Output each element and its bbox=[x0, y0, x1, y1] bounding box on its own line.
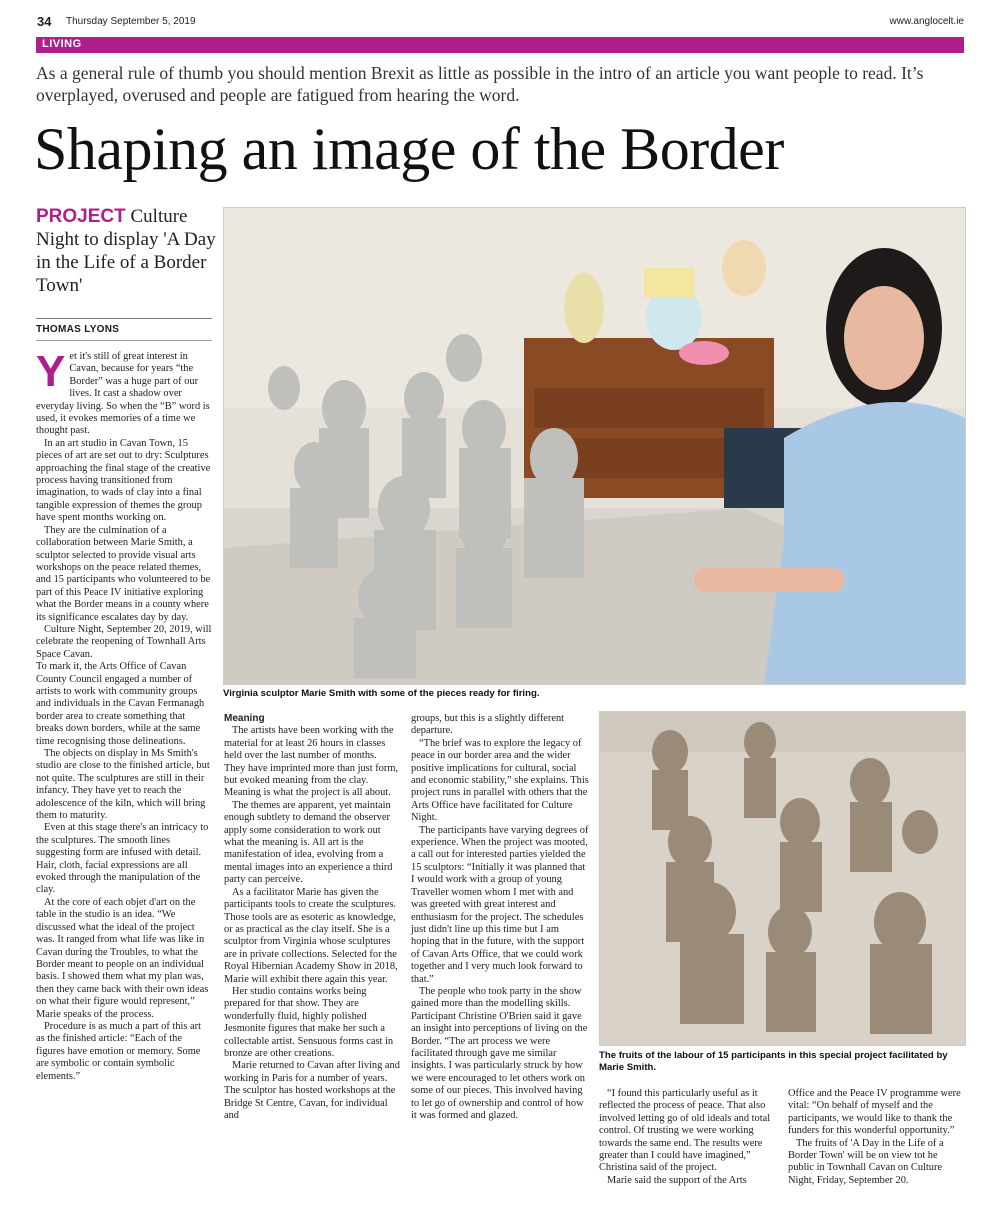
strap-kicker: PROJECT bbox=[36, 206, 126, 227]
article-column-2 bbox=[224, 713, 400, 1122]
article-headline: Shaping an image of the Border bbox=[34, 116, 784, 182]
divider bbox=[36, 340, 212, 341]
article-column-1 bbox=[36, 347, 212, 1083]
page-number: 34 bbox=[37, 14, 52, 29]
second-photo bbox=[599, 711, 966, 1046]
article-column-5 bbox=[788, 1088, 964, 1187]
body-paragraph: “I found this particularly useful as it reflected the process of peace. That also involved letting go of old ideals and total control. Of trusting we were working towards the same end. The results were greater than I could have imagined,” Christina said of the project. bbox=[599, 1088, 771, 1174]
body-paragraph: The objects on display in Ms Smith's studio are close to the finished article, but not quite. The sculptures are still in their infancy. They have yet to reach the adolescence of the kiln, which will bring them to maturity. bbox=[36, 748, 210, 822]
drop-cap: Y bbox=[36, 347, 66, 396]
body-paragraph: The participants have varying degrees of experience. When the project was mooted, a call out for interested parties yielded the 15 sculptors: “Initially it was planned that I would work with a group of young Traveller women whom I met with and was greeted with great interest and enthusiasm for the project. The schedules just didn't line up this time but I am hoping that in the future, with the support of Cavan Arts Office, that we could work together and I very much look forward to that.” bbox=[411, 824, 589, 985]
body-paragraph: Her studio contains works being prepared for that show. They are wonderfully fluid, highly polished Jesmonite figures that make her such a collectable artist. Sensuous forms cast in bronze are other creations. bbox=[224, 985, 394, 1059]
article-column-4 bbox=[599, 1088, 775, 1187]
section-label: LIVING bbox=[42, 38, 82, 50]
body-paragraph: Culture Night, September 20, 2019, will celebrate the reopening of Townhall Arts Space Cavan. bbox=[36, 623, 212, 660]
body-paragraph: The artists have been working with the material for at least 26 hours in classes held over the last number of months. They have imprinted more than just form, but evoked meaning from the clay. Meaning is what the project is all about. bbox=[224, 725, 398, 799]
body-paragraph: At the core of each objet d'art on the table in the studio is an idea. “We discussed what the ideal of the project was. It ranged from what life was like in Cavan during the Troubles, to what the Border meant to people on an individual basis. I showed them what my plan was, then they came back with their own ideas on what their figure would represent,” Marie speaks of the process. bbox=[36, 896, 209, 1020]
body-paragraph: In an art studio in Cavan Town, 15 pieces of art are set out to dry: Sculptures approaching the final stage of the creative process having transitioned from imagination, to wads of clay into a final tangible expression of themes the group have spent months working on. bbox=[36, 437, 211, 524]
section-bar bbox=[36, 37, 964, 53]
body-paragraph: As a facilitator Marie has given the participants tools to create the sculptures. Those tools are as esoteric as knowledge, or as practical as the clay itself. She is a sculptor from Virginia whose sculptures are in private collections. Selected for the Royal Hibernian Academy Show in 2018, Marie will exhibit there again this year. bbox=[224, 886, 398, 985]
body-paragraph: To mark it, the Arts Office of Cavan County Council engaged a number of artists to work with community groups and individuals in the Cavan Fermanagh border area to create something that breaks down borders, while at the same time recognising those delineations. bbox=[36, 661, 205, 747]
body-paragraph: groups, but this is a slightly different departure. bbox=[411, 713, 565, 737]
main-photo-caption: Virginia sculptor Marie Smith with some of the pieces ready for firing. bbox=[223, 688, 540, 699]
body-paragraph: Marie said the support of the Arts bbox=[607, 1174, 747, 1186]
website-link[interactable]: www.anglocelt.ie bbox=[889, 16, 964, 27]
main-photo bbox=[223, 207, 966, 685]
subhead: Meaning bbox=[224, 713, 265, 724]
body-paragraph: et it's still of great interest in Cavan, because for years “the Border” was a huge part of our lives. It cast a shadow over everyday living. So when the “B” word is used, it evokes memories of a time we thought past. bbox=[36, 351, 210, 437]
body-paragraph: The fruits of 'A Day in the Life of a Border Town' will be on view tot he public in Townhall Cavan on Culture Night, Friday, September 20. bbox=[788, 1137, 944, 1186]
body-paragraph: The people who took party in the show gained more than the modelling skills. Participant Christine O'Brien said it gave an insight into perceptions of living on the Border. “The art process we were facilitated through gave me similar insights. I was particularly struck by how we were encouraged to let others work on some of our pieces. This involved having to let go of ownership and control of how it was formed and glazed. bbox=[411, 985, 588, 1121]
strapline bbox=[36, 205, 216, 297]
body-paragraph: “The brief was to explore the legacy of peace in our border area and the wider positive implications for cultural, social and economic stability,” she explains. This project runs in parallel with others that the Arts Office have facilitated for Culture Night. bbox=[411, 737, 589, 824]
body-paragraph: Procedure is as much a part of this art as the finished article: “Each of the figures have emotion or memory. Some are symbolic or contain symbolic elements.” bbox=[36, 1020, 201, 1082]
issue-date: Thursday September 5, 2019 bbox=[66, 16, 196, 27]
article-column-3 bbox=[411, 713, 589, 1122]
body-paragraph: They are the culmination of a collaboration between Marie Smith, a sculptor selected to provide visual arts workshops on the peace related themes, and 15 participants who volunteered to be part of this Peace IV initiative exploring what the Border means in a county where its significance escalates day by day. bbox=[36, 524, 211, 623]
second-photo-caption: The fruits of the labour of 15 participants in this special project facilitated by Marie Smith. bbox=[599, 1050, 948, 1073]
body-paragraph: Marie returned to Cavan after living and working in Paris for a number of years. The sculptor has hosted workshops at the Bridge St Centre, Cavan, for individual and bbox=[224, 1060, 400, 1121]
body-paragraph: Even at this stage there's an intricacy to the sculptures. The smooth lines suggesting form are infused with detail. Hair, cloth, facial expressions are all evoked through the manipulation of the clay. bbox=[36, 822, 209, 896]
body-paragraph: The themes are apparent, yet maintain enough subtlety to demand the observer apply some consideration to work out what the meaning is. All art is the manifestation of idea, evolving from a mental images into an experience a third party can perceive. bbox=[224, 799, 393, 886]
article-intro: As a general rule of thumb you should mention Brexit as little as possible in the intro of an article you want people to read. It’s overplayed, overused and people are fatigued from hearing the word. bbox=[36, 63, 924, 105]
strap-text: Culture Night to display 'A Day in the Life of a Border Town' bbox=[36, 206, 216, 296]
body-paragraph: Office and the Peace IV programme were vital: “On behalf of myself and the participants, we would like to thank the funders for this wonderful opportunity.” bbox=[788, 1088, 961, 1137]
byline: THOMAS LYONS bbox=[36, 324, 120, 335]
divider bbox=[36, 318, 212, 319]
